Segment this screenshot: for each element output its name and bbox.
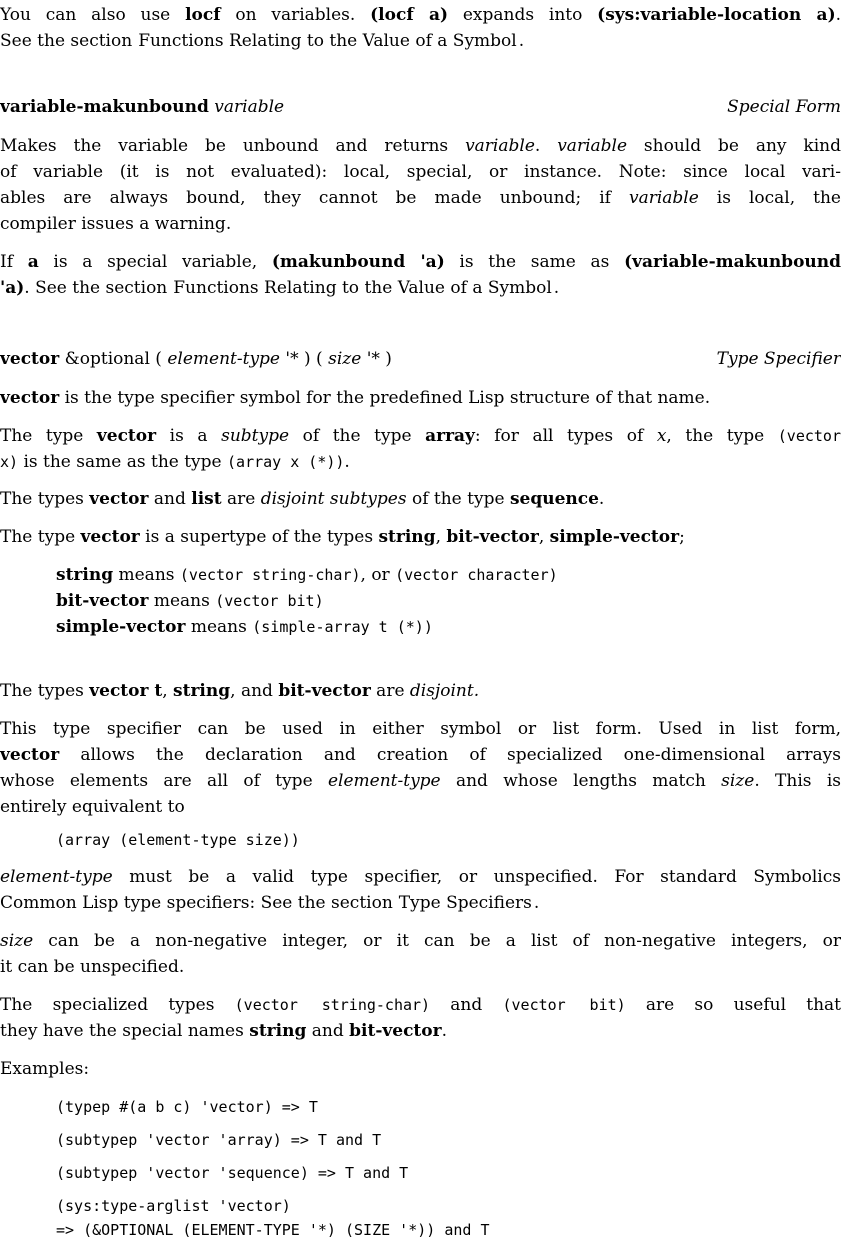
vector-p7-line-1: element-type must be a valid type specifier, or unspecified. For standard Symbolics — [0, 867, 841, 887]
vector-p8-line-1: size can be a non-negative integer, or it can be a list of non-negative integers, or — [0, 931, 841, 951]
examples-label: Examples: — [0, 1059, 90, 1079]
makunbound-p1-line-1: Makes the variable be unbound and returns variable. variable should be any kind — [0, 136, 841, 156]
makunbound-p1-line-4: compiler issues a warning. — [0, 214, 232, 234]
vector-p7-line-2: Common Lisp type specifiers: See the section Type Specifiers . — [0, 893, 540, 913]
locf-term: locf — [185, 5, 221, 25]
example-line: (subtypep 'vector 'sequence) => T and T — [56, 1164, 409, 1182]
vector-p6-line-1: This type specifier can be used in either symbol or list form. Used in list form, — [0, 719, 841, 739]
entry-name: vector — [0, 349, 60, 369]
locf-paragraph-line-1: You can also use locf on variables. (locf a) expands into (sys:variable-location a). — [0, 5, 841, 25]
def-bit-vector: bit-vector means (vector bit) — [56, 591, 324, 611]
vector-p1: vector is the type specifier symbol for the predefined Lisp structure of that name. — [0, 388, 711, 408]
vector-p4: The type vector is a supertype of the types string, bit-vector, simple-vector; — [0, 527, 685, 547]
entry-name: variable-makunbound — [0, 97, 209, 117]
example-line: => (&OPTIONAL (ELEMENT-TYPE '*) (SIZE '*)) and T — [56, 1221, 490, 1239]
vector-p9-line-2: they have the special names string and bit-vector. — [0, 1021, 447, 1041]
makunbound-p2-line-2: 'a). See the section Functions Relating to the Value of a Symbol . — [0, 278, 560, 298]
locf-paragraph-line-2: See the section Functions Relating to the Value of a Symbol . — [0, 31, 525, 51]
xref-functions-value-symbol[interactable]: Functions Relating to the Value of a Symbol — [138, 31, 517, 51]
xref-type-specifiers[interactable]: Type Specifiers — [398, 893, 532, 913]
vector-p2-line-1: The type vector is a subtype of the type array: for all types of x, the type (vector — [0, 426, 841, 446]
def-string: string means (vector string-char), or (vector character) — [56, 565, 558, 585]
vector-p6-line-2: vector allows the declaration and creation of specialized one-dimensional arrays — [0, 745, 841, 765]
vector-p6-code: (array (element-type size)) — [56, 831, 300, 849]
entry-heading-variable-makunbound: variable-makunbound variable Special Form — [0, 95, 841, 121]
makunbound-p2-line-1: If a is a special variable, (makunbound 'a) is the same as (variable-makunbound — [0, 252, 841, 272]
vector-p6-line-3: whose elements are all of type element-type and whose lengths match size. This is — [0, 771, 841, 791]
vector-p3: The types vector and list are disjoint subtypes of the type sequence. — [0, 489, 605, 509]
entry-kind: Type Specifier — [716, 349, 841, 369]
makunbound-p1-line-3: ables are always bound, they cannot be made unbound; if variable is local, the — [0, 188, 841, 208]
makunbound-p1-line-2: of variable (it is not evaluated): local, special, or instance. Note: since local vari- — [0, 162, 841, 182]
vector-p5: The types vector t, string, and bit-vector are disjoint. — [0, 681, 480, 701]
def-simple-vector: simple-vector means (simple-array t (*)) — [56, 617, 433, 637]
vector-p6-line-4: entirely equivalent to — [0, 797, 185, 817]
example-line: (typep #(a b c) 'vector) => T — [56, 1098, 318, 1116]
xref-functions-value-symbol-2[interactable]: Functions Relating to the Value of a Symbol — [173, 278, 552, 298]
example-line: (sys:type-arglist 'vector) — [56, 1197, 291, 1215]
vector-p2-line-2: x) is the same as the type (array x (*)). — [0, 452, 350, 472]
entry-kind: Special Form — [727, 97, 841, 117]
vector-p9-line-1: The specialized types (vector string-char) and (vector bit) are so useful that — [0, 995, 841, 1015]
example-line: (subtypep 'vector 'array) => T and T — [56, 1131, 382, 1149]
vector-p8-line-2: it can be unspecified. — [0, 957, 185, 977]
entry-heading-vector: vector &optional ( element-type '* ) ( size '* ) Type Specifier — [0, 347, 841, 373]
